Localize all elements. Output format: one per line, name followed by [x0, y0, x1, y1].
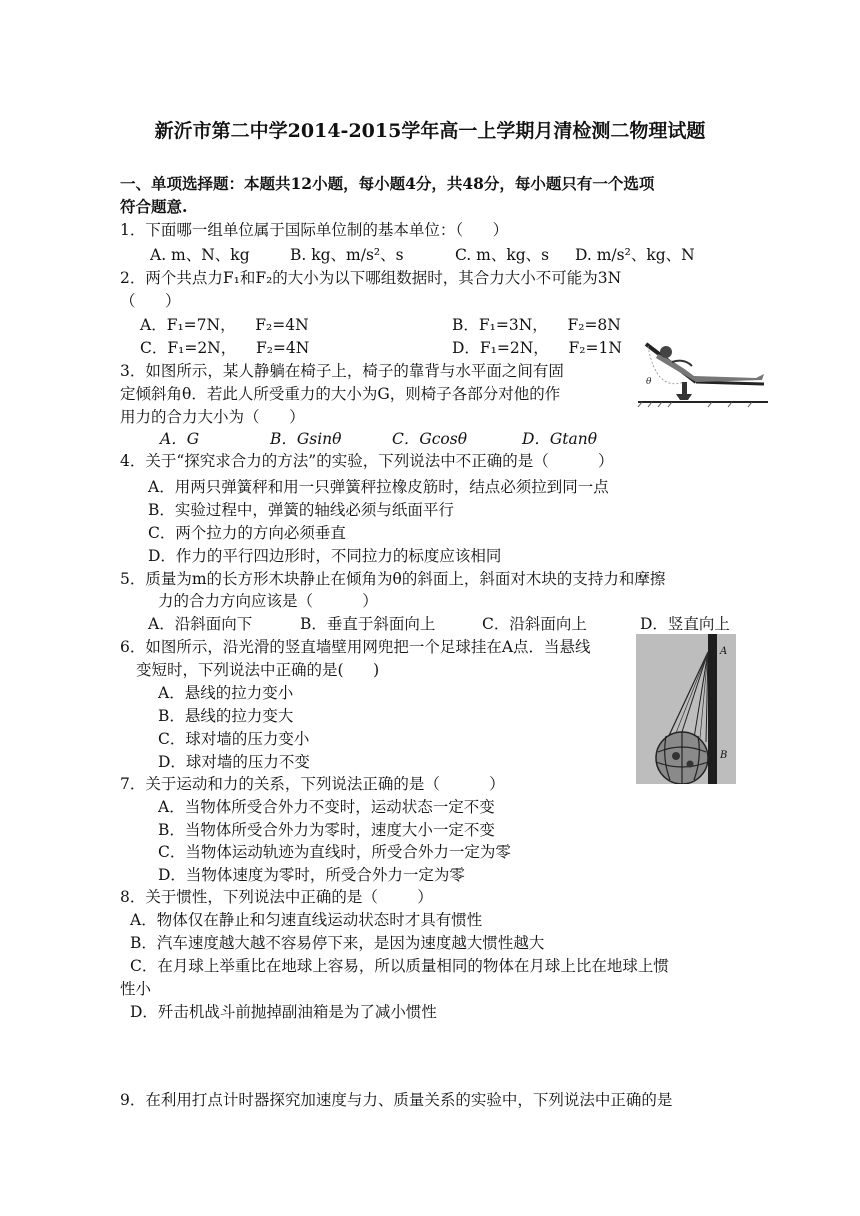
q3-stem-line3: 用力的合力大小为（ ） — [120, 408, 305, 426]
q2-option-d: D．F₁=2N， F₂=1N — [452, 339, 622, 357]
q8-option-a: A．物体仅在静止和匀速直线运动状态时才具有惯性 — [130, 911, 483, 929]
q5-option-d: D．竖直向上 — [640, 615, 730, 633]
section-heading-line2: 符合题意. — [120, 197, 188, 216]
q3-stem-line1: 3．如图所示，某人静躺在椅子上，椅子的靠背与水平面之间有固 — [120, 362, 564, 380]
section-heading-line1: 一、单项选择题：本题共12小题，每小题4分，共48分，每小题只有一个选项 — [120, 174, 655, 193]
q4-option-d: D．作力的平行四边形时，不同拉力的标度应该相同 — [148, 547, 502, 565]
q7-option-c: C．当物体运动轨迹为直线时，所受合外力一定为零 — [158, 843, 511, 861]
q6-option-b: B．悬线的拉力变大 — [158, 707, 294, 725]
q1-stem: 1．下面哪一组单位属于国际单位制的基本单位：（ ） — [120, 221, 509, 239]
page-title: 新沂市第二中学2014-2015学年高一上学期月清检测二物理试题 — [154, 120, 706, 142]
q2-stem-line1: 2．两个共点力F₁和F₂的大小为以下哪组数据时，其合力大小不可能为3N — [120, 269, 622, 287]
q2-option-b: B．F₁=3N， F₂=8N — [452, 316, 621, 334]
q8-option-c-line1: C．在月球上举重比在地球上容易，所以质量相同的物体在月球上比在地球上惯 — [130, 957, 669, 975]
q3-option-a: A．G — [160, 430, 200, 448]
q9-stem: 9．在利用打点计时器探究加速度与力、质量关系的实验中，下列说法中正确的是 — [120, 1091, 673, 1109]
q3-option-c: C．Gcosθ — [392, 430, 468, 448]
q8-stem: 8．关于惯性，下列说法中正确的是（ ） — [120, 888, 433, 906]
q7-stem: 7．关于运动和力的关系，下列说法正确的是（ ） — [120, 775, 505, 793]
q6-stem-line2: 变短时，下列说法中正确的是( ) — [136, 661, 380, 679]
q5-stem-line2: 力的合力方向应该是（ ） — [158, 592, 378, 610]
theta-label: θ — [646, 377, 652, 387]
q6-option-a: A．悬线的拉力变小 — [158, 684, 294, 702]
q8-option-c-line2: 性小 — [120, 980, 152, 998]
q8-option-d: D．歼击机战斗前抛掉副油箱是为了减小惯性 — [130, 1003, 437, 1021]
q2-stem-line2: （ ） — [120, 292, 181, 310]
q7-option-b: B．当物体所受合外力为零时，速度大小一定不变 — [158, 821, 495, 839]
q5-option-a: A．沿斜面向下 — [148, 615, 253, 633]
q3-option-b: B．Gsinθ — [270, 430, 342, 448]
q4-option-b: B．实验过程中，弹簧的轴线必须与纸面平行 — [148, 501, 454, 519]
q7-option-d: D．当物体速度为零时，所受合外力一定为零 — [158, 866, 465, 884]
q6-option-d: D．球对墙的压力不变 — [158, 753, 310, 771]
q1-option-a: A. m、N、kg — [150, 246, 250, 264]
football-net-figure — [636, 634, 736, 784]
q6-stem-line1: 6．如图所示，沿光滑的竖直墙壁用网兜把一个足球挂在A点．当悬线 — [120, 638, 591, 656]
q1-option-c: C. m、kg、s — [455, 246, 550, 264]
point-a-label: A — [720, 646, 728, 657]
q4-option-a: A．用两只弹簧秤和用一只弹簧秤拉橡皮筋时，结点必须拉到同一点 — [148, 478, 609, 496]
q2-option-c: C．F₁=2N， F₂=4N — [140, 339, 310, 357]
q1-option-d: D. m/s²、kg、N — [575, 246, 695, 264]
q3-stem-line2: 定倾斜角θ．若此人所受重力的大小为G，则椅子各部分对他的作 — [120, 385, 561, 403]
q8-option-b: B．汽车速度越大越不容易停下来，是因为速度越大惯性越大 — [130, 934, 545, 952]
q3-option-d: D．Gtanθ — [522, 430, 598, 448]
point-b-label: B — [720, 750, 728, 761]
q5-option-b: B．垂直于斜面向上 — [300, 615, 436, 633]
q2-option-a: A．F₁=7N， F₂=4N — [140, 316, 309, 334]
q7-option-a: A．当物体所受合外力不变时，运动状态一定不变 — [158, 798, 495, 816]
q1-option-b: B. kg、m/s²、s — [290, 246, 404, 264]
q6-option-c: C．球对墙的压力变小 — [158, 730, 310, 748]
q5-option-c: C．沿斜面向上 — [482, 615, 587, 633]
q5-stem-line1: 5．质量为m的长方形木块静止在倾角为θ的斜面上，斜面对木块的支持力和摩擦 — [120, 570, 666, 588]
reclining-chair-figure — [636, 332, 770, 408]
q4-stem: 4．关于“探究求合力的方法”的实验，下列说法中不正确的是（ ） — [120, 452, 614, 470]
q4-option-c: C．两个拉力的方向必须垂直 — [148, 524, 346, 542]
